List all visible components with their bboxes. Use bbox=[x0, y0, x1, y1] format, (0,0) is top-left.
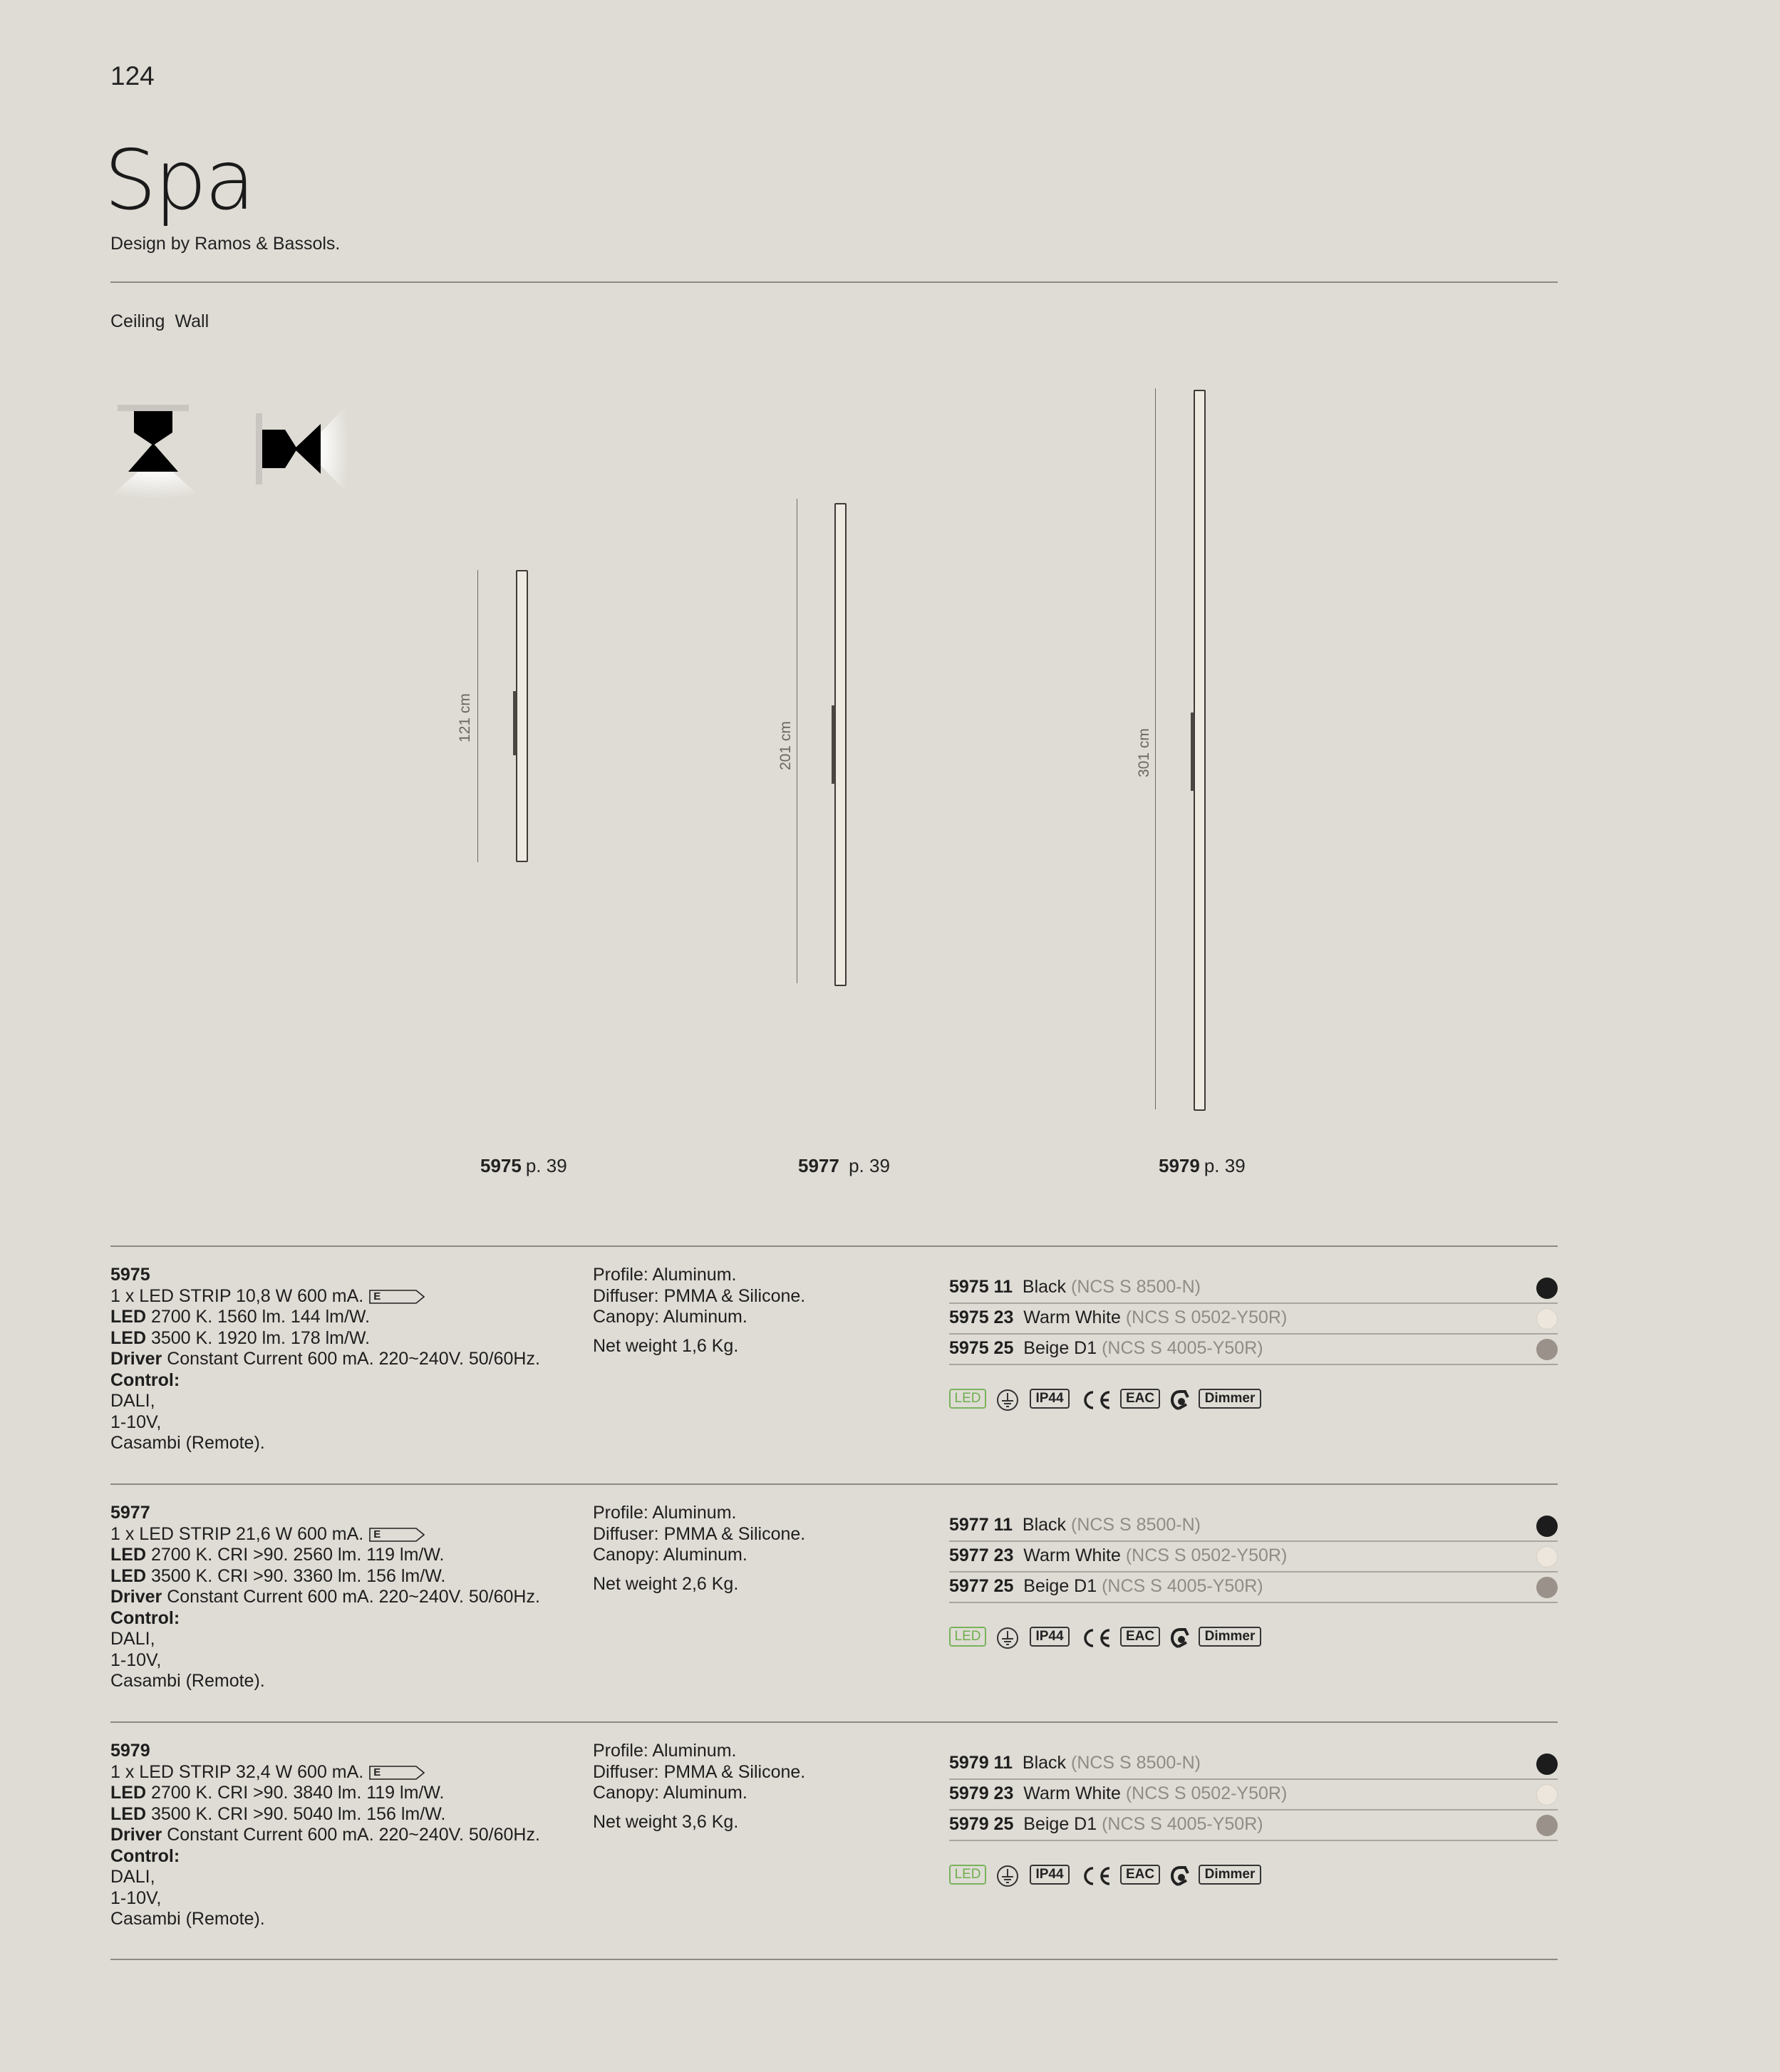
earth-class-i-icon bbox=[996, 1389, 1019, 1411]
energy-class-label: E bbox=[369, 1290, 425, 1304]
fixture-5979-illustration bbox=[1194, 390, 1206, 1111]
ceiling-mount-icon bbox=[100, 399, 210, 513]
control-dali: DALI, bbox=[110, 1867, 155, 1887]
finish-row: 5979 25 Beige D1 (NCS S 4005-Y50R) bbox=[949, 1811, 1558, 1841]
electrical-specs bbox=[110, 1265, 574, 1454]
driver-line: Driver Constant Current 600 mA. 220~240V. 50/60Hz. bbox=[110, 1349, 540, 1369]
dimmer-badge: Dimmer bbox=[1199, 1865, 1261, 1885]
header-divider bbox=[110, 281, 1558, 283]
recycle-icon bbox=[1169, 1865, 1191, 1887]
tag-ceiling: Ceiling bbox=[110, 311, 165, 331]
finish-row: 5979 23 Warm White (NCS S 0502-Y50R) bbox=[949, 1780, 1558, 1811]
page-number: 124 bbox=[110, 61, 155, 90]
led-line-2700: LED 2700 K. CRI >90. 3840 lm. 119 lm/W. bbox=[110, 1783, 445, 1803]
color-swatch bbox=[1536, 1815, 1558, 1836]
mount-tags bbox=[110, 311, 219, 332]
driver-line: Driver Constant Current 600 mA. 220~240V. 50/60Hz. bbox=[110, 1825, 540, 1845]
color-swatch bbox=[1536, 1784, 1558, 1806]
material-diffuser: Diffuser: PMMA & Silicone. bbox=[593, 1523, 806, 1544]
dimension-label-5977: 201 cm bbox=[777, 721, 794, 770]
electrical-specs bbox=[110, 1503, 574, 1692]
electrical-specs bbox=[110, 1741, 574, 1930]
spec-divider-1 bbox=[110, 1245, 1558, 1247]
ip44-badge: IP44 bbox=[1030, 1389, 1070, 1409]
led-strip-line: 1 x LED STRIP 32,4 W 600 mA. E bbox=[110, 1762, 574, 1783]
finish-row: 5977 23 Warm White (NCS S 0502-Y50R) bbox=[949, 1542, 1558, 1573]
color-swatch bbox=[1536, 1278, 1558, 1299]
spec-block-5977 bbox=[110, 1503, 1558, 1741]
finish-list bbox=[949, 1749, 1558, 1841]
control-1-10v: 1-10V, bbox=[110, 1887, 162, 1908]
control-label: Control: bbox=[110, 1607, 180, 1628]
finish-row: 5977 11 Black (NCS S 8500-N) bbox=[949, 1511, 1558, 1542]
control-label: Control: bbox=[110, 1845, 180, 1866]
fixture-5977-mount bbox=[832, 705, 835, 784]
dimmer-badge: Dimmer bbox=[1199, 1389, 1261, 1409]
net-weight: Net weight 2,6 Kg. bbox=[593, 1573, 739, 1594]
designer-credit: Design by Ramos & Bassols. bbox=[110, 234, 341, 254]
fixture-5977-illustration bbox=[834, 503, 847, 986]
control-label: Control: bbox=[110, 1369, 180, 1390]
energy-class-label: E bbox=[369, 1528, 425, 1542]
model-code: 5977 bbox=[110, 1503, 150, 1523]
fixture-5975-mount bbox=[513, 691, 517, 755]
material-diffuser: Diffuser: PMMA & Silicone. bbox=[593, 1761, 806, 1782]
fixture-5979-mount bbox=[1191, 713, 1194, 791]
control-dali: DALI, bbox=[110, 1629, 155, 1649]
dimmer-badge: Dimmer bbox=[1199, 1627, 1261, 1647]
energy-class-label: E bbox=[369, 1766, 425, 1780]
fixture-caption-5977: 5977 p. 39 bbox=[798, 1155, 890, 1176]
fixture-5975-illustration bbox=[516, 570, 528, 862]
color-swatch bbox=[1536, 1339, 1558, 1360]
dimension-line-5979 bbox=[1155, 388, 1156, 1109]
eac-badge: EAC bbox=[1120, 1627, 1160, 1647]
control-dali: DALI, bbox=[110, 1391, 155, 1411]
color-swatch bbox=[1536, 1546, 1558, 1568]
color-swatch bbox=[1536, 1577, 1558, 1598]
ip44-badge: IP44 bbox=[1030, 1627, 1070, 1647]
finish-row: 5979 11 Black (NCS S 8500-N) bbox=[949, 1749, 1558, 1780]
tag-wall: Wall bbox=[175, 311, 209, 331]
material-canopy: Canopy: Aluminum. bbox=[593, 1545, 747, 1565]
finish-row: 5975 11 Black (NCS S 8500-N) bbox=[949, 1273, 1558, 1304]
led-strip-line: 1 x LED STRIP 10,8 W 600 mA. E bbox=[110, 1286, 574, 1307]
led-badge: LED bbox=[949, 1389, 986, 1409]
led-line-3500: LED 3500 K. 1920 lm. 178 lm/W. bbox=[110, 1327, 371, 1348]
material-profile: Profile: Aluminum. bbox=[593, 1265, 737, 1285]
material-profile: Profile: Aluminum. bbox=[593, 1503, 737, 1523]
control-1-10v: 1-10V, bbox=[110, 1649, 162, 1670]
ce-mark-icon bbox=[1080, 1627, 1112, 1649]
finish-list bbox=[949, 1273, 1558, 1365]
ce-mark-icon bbox=[1080, 1865, 1112, 1887]
ce-mark-icon bbox=[1080, 1389, 1112, 1411]
control-casambi: Casambi (Remote). bbox=[110, 1671, 265, 1691]
control-casambi: Casambi (Remote). bbox=[110, 1433, 265, 1453]
dimension-label-5979: 301 cm bbox=[1136, 728, 1152, 777]
led-line-2700: LED 2700 K. 1560 lm. 144 lm/W. bbox=[110, 1307, 371, 1327]
earth-class-i-icon bbox=[996, 1865, 1019, 1887]
material-profile: Profile: Aluminum. bbox=[593, 1741, 737, 1761]
ip44-badge: IP44 bbox=[1030, 1865, 1070, 1885]
led-strip-line: 1 x LED STRIP 21,6 W 600 mA. E bbox=[110, 1524, 574, 1545]
material-canopy: Canopy: Aluminum. bbox=[593, 1783, 747, 1803]
model-code: 5979 bbox=[110, 1741, 150, 1761]
recycle-icon bbox=[1169, 1627, 1191, 1649]
page-title: Spa bbox=[104, 133, 254, 229]
color-swatch bbox=[1536, 1308, 1558, 1330]
led-badge: LED bbox=[949, 1865, 986, 1885]
net-weight: Net weight 3,6 Kg. bbox=[593, 1811, 739, 1832]
spec-block-5979 bbox=[110, 1741, 1558, 1979]
control-1-10v: 1-10V, bbox=[110, 1411, 162, 1432]
net-weight: Net weight 1,6 Kg. bbox=[593, 1335, 739, 1356]
led-badge: LED bbox=[949, 1627, 986, 1647]
material-canopy: Canopy: Aluminum. bbox=[593, 1307, 747, 1327]
finish-row: 5977 25 Beige D1 (NCS S 4005-Y50R) bbox=[949, 1573, 1558, 1603]
control-casambi: Casambi (Remote). bbox=[110, 1909, 265, 1929]
fixture-caption-5979: 5979 p. 39 bbox=[1159, 1155, 1246, 1176]
led-line-3500: LED 3500 K. CRI >90. 5040 lm. 156 lm/W. bbox=[110, 1803, 446, 1824]
fixture-caption-5975: 5975 p. 39 bbox=[480, 1155, 567, 1176]
led-line-3500: LED 3500 K. CRI >90. 3360 lm. 156 lm/W. bbox=[110, 1565, 446, 1586]
finish-row: 5975 23 Warm White (NCS S 0502-Y50R) bbox=[949, 1304, 1558, 1335]
finish-list bbox=[949, 1511, 1558, 1603]
eac-badge: EAC bbox=[1120, 1389, 1160, 1409]
color-swatch bbox=[1536, 1516, 1558, 1537]
finish-row: 5975 25 Beige D1 (NCS S 4005-Y50R) bbox=[949, 1335, 1558, 1365]
color-swatch bbox=[1536, 1754, 1558, 1775]
model-code: 5975 bbox=[110, 1265, 150, 1285]
dimension-label-5975: 121 cm bbox=[457, 693, 473, 742]
led-line-2700: LED 2700 K. CRI >90. 2560 lm. 119 lm/W. bbox=[110, 1545, 445, 1565]
eac-badge: EAC bbox=[1120, 1865, 1160, 1885]
material-diffuser: Diffuser: PMMA & Silicone. bbox=[593, 1285, 806, 1306]
wall-mount-icon bbox=[253, 395, 360, 502]
earth-class-i-icon bbox=[996, 1627, 1019, 1649]
driver-line: Driver Constant Current 600 mA. 220~240V. 50/60Hz. bbox=[110, 1587, 540, 1607]
recycle-icon bbox=[1169, 1389, 1191, 1411]
spec-block-5975 bbox=[110, 1265, 1558, 1503]
dimension-line-5975 bbox=[477, 570, 478, 862]
